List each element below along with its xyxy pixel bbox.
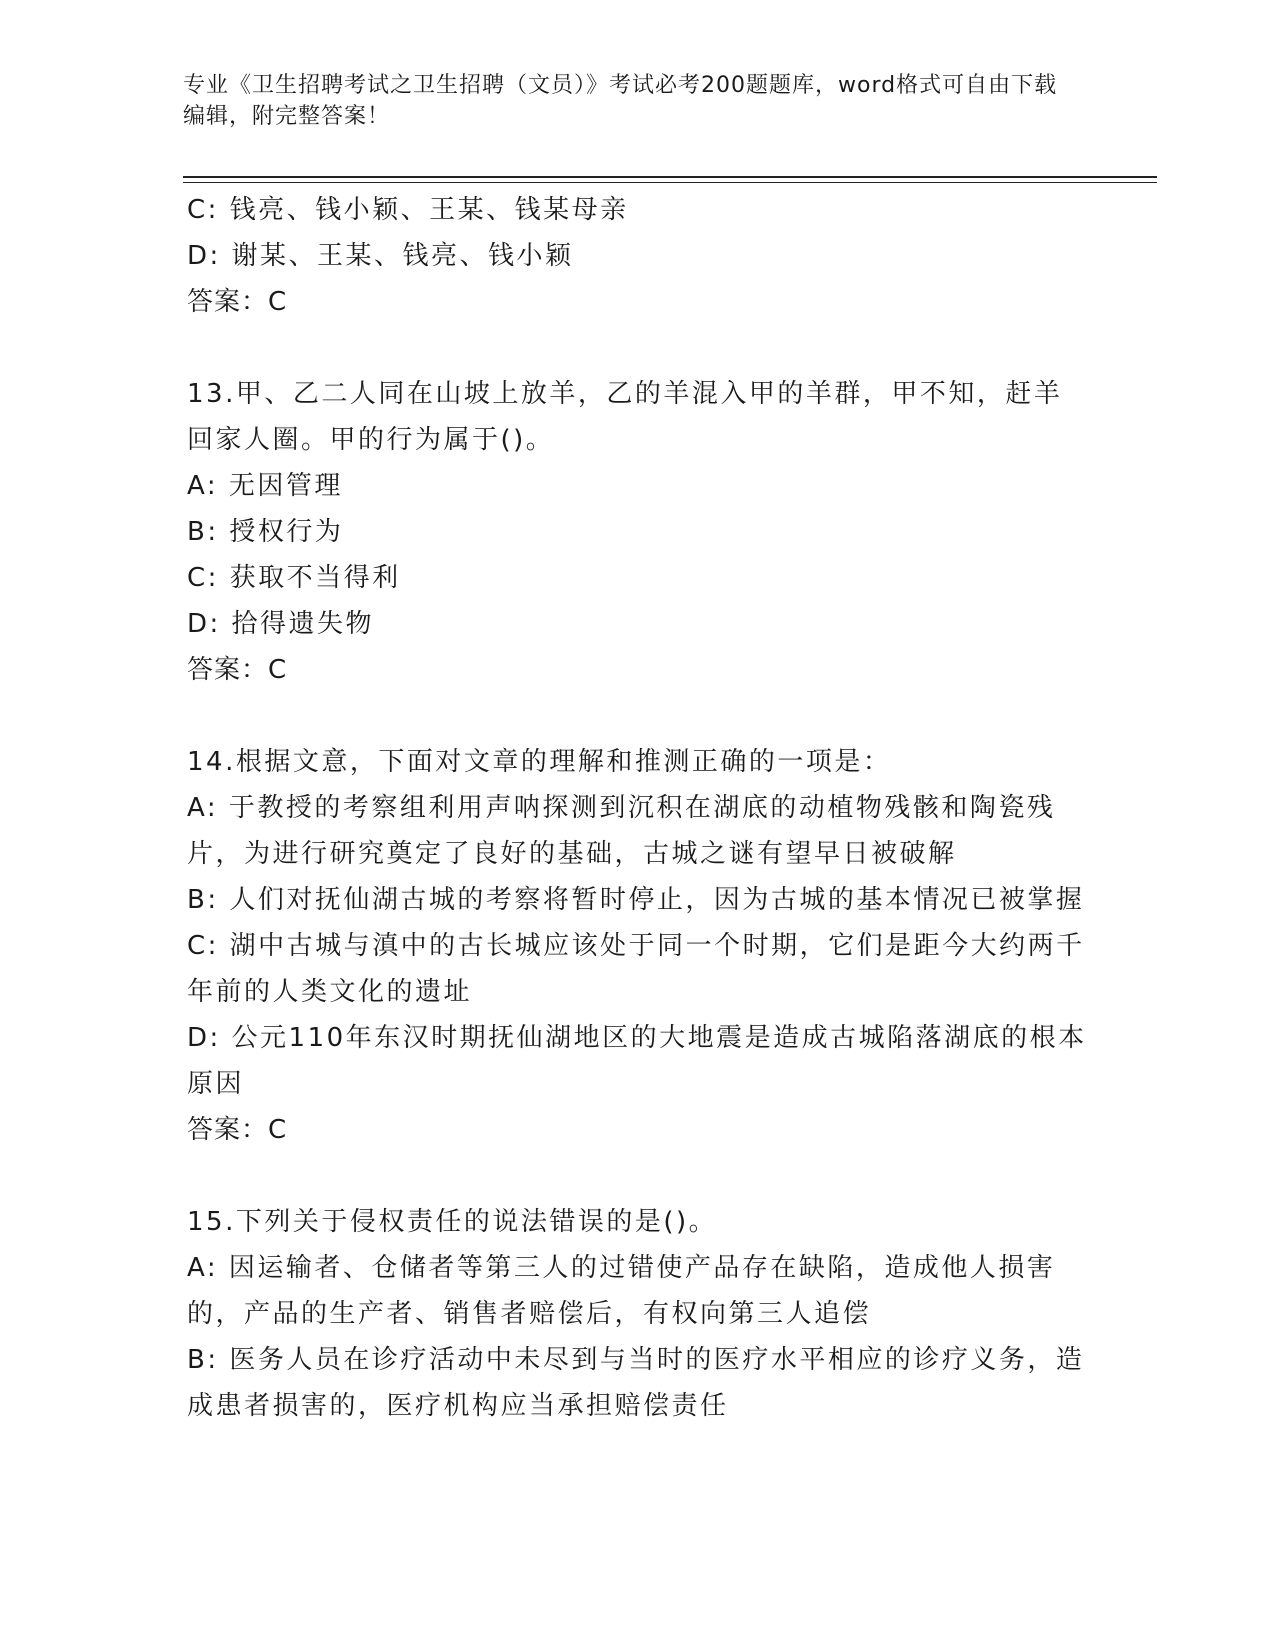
option-a: A: 无因管理 — [187, 471, 343, 501]
option-d: D: 拾得遗失物 — [187, 609, 375, 639]
header-rule-thin — [183, 182, 1157, 183]
spacer — [187, 693, 1087, 739]
document-header — [183, 70, 1063, 132]
header-rule-thick — [183, 176, 1157, 178]
answer-line: 答案：C — [187, 655, 288, 685]
question-14 — [187, 739, 1087, 1153]
option-b: B: 人们对抚仙湖古城的考察将暂时停止，因为古城的基本情况已被掌握 — [187, 885, 1085, 915]
option-d: D: 谢某、王某、钱亮、钱小颖 — [187, 241, 574, 271]
question-content — [187, 187, 1087, 1429]
option-a: A: 因运输者、仓储者等第三人的过错使产品存在缺陷，造成他人损害的，产品的生产者、销售者赔偿后，有权向第三人追偿 — [187, 1253, 1056, 1329]
continued-question — [187, 187, 1087, 325]
option-c: C: 湖中古城与滇中的古长城应该处于同一个时期，它们是距今大约两千年前的人类文化的遗址 — [187, 931, 1085, 1007]
option-b: B: 授权行为 — [187, 517, 344, 547]
question-stem: 14.根据文意，下面对文章的理解和推测正确的一项是： — [187, 747, 892, 777]
header-title: 专业《卫生招聘考试之卫生招聘（文员）》考试必考200题题库，word格式可自由下载编辑，附完整答案！ — [183, 73, 1058, 129]
option-b: B: 医务人员在诊疗活动中未尽到与当时的医疗水平相应的诊疗义务，造成患者损害的，医疗机构应当承担赔偿责任 — [187, 1345, 1085, 1421]
option-c: C: 钱亮、钱小颖、王某、钱某母亲 — [187, 195, 629, 225]
spacer — [187, 325, 1087, 371]
spacer — [187, 1153, 1087, 1199]
question-stem: 13.甲、乙二人同在山坡上放羊，乙的羊混入甲的羊群，甲不知，赶羊回家人圈。甲的行为属于()。 — [187, 379, 1063, 455]
question-13 — [187, 371, 1087, 693]
question-stem: 15.下列关于侵权责任的说法错误的是()。 — [187, 1207, 718, 1237]
answer-line: 答案：C — [187, 287, 288, 317]
option-a: A: 于教授的考察组利用声呐探测到沉积在湖底的动植物残骸和陶瓷残片，为进行研究奠定了良好的基础，古城之谜有望早日被破解 — [187, 793, 1056, 869]
option-c: C: 获取不当得利 — [187, 563, 401, 593]
option-d: D: 公元110年东汉时期抚仙湖地区的大地震是造成古城陷落湖底的根本原因 — [187, 1023, 1087, 1099]
question-15 — [187, 1199, 1087, 1429]
answer-line: 答案：C — [187, 1115, 288, 1145]
